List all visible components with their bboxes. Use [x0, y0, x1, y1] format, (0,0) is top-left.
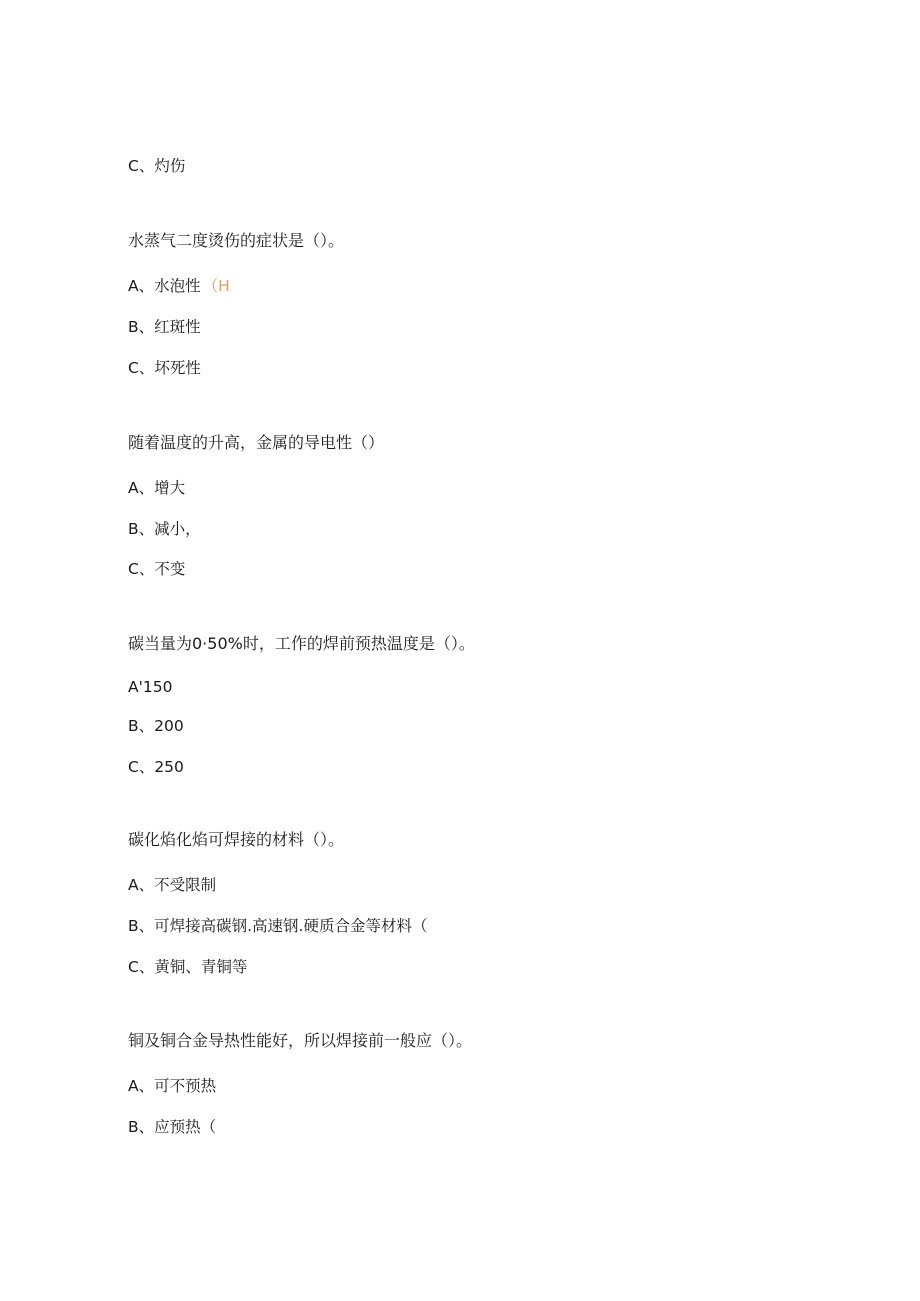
question-stem: 碳当量为0·50%时，工作的焊前预热温度是（）。 [128, 634, 475, 653]
option-text: C、250 [128, 758, 184, 776]
option-text: A、可不预热 [128, 1077, 217, 1095]
option-text: A、增大 [128, 479, 186, 497]
option-text: C、灼伤 [128, 157, 186, 175]
option-text: B、减小， [128, 520, 201, 538]
option-text: A、水泡性 [128, 277, 201, 295]
option-text: A'150 [128, 678, 173, 696]
option-text: B、红斑性 [128, 318, 201, 336]
option-item [128, 276, 230, 296]
option-text: C、不变 [128, 560, 186, 578]
option-text: C、黄铜、青铜等 [128, 958, 248, 976]
option-text: C、坏死性 [128, 359, 201, 377]
answer-mark: （H [202, 277, 230, 295]
option-text: B、可焊接高碳钢.高速钢.硬质合金等材料（ [128, 917, 428, 935]
question-stem: 水蒸气二度烫伤的症状是（）。 [128, 231, 345, 250]
option-text: B、应预热（ [128, 1118, 217, 1136]
question-stem: 铜及铜合金导热性能好，所以焊接前一般应（）。 [128, 1031, 473, 1050]
question-stem: 碳化焰化焰可焊接的材料（）。 [128, 830, 345, 849]
question-stem: 随着温度的升高，金属的导电性（） [128, 433, 385, 452]
option-text: B、200 [128, 717, 184, 735]
option-text: A、不受限制 [128, 876, 217, 894]
